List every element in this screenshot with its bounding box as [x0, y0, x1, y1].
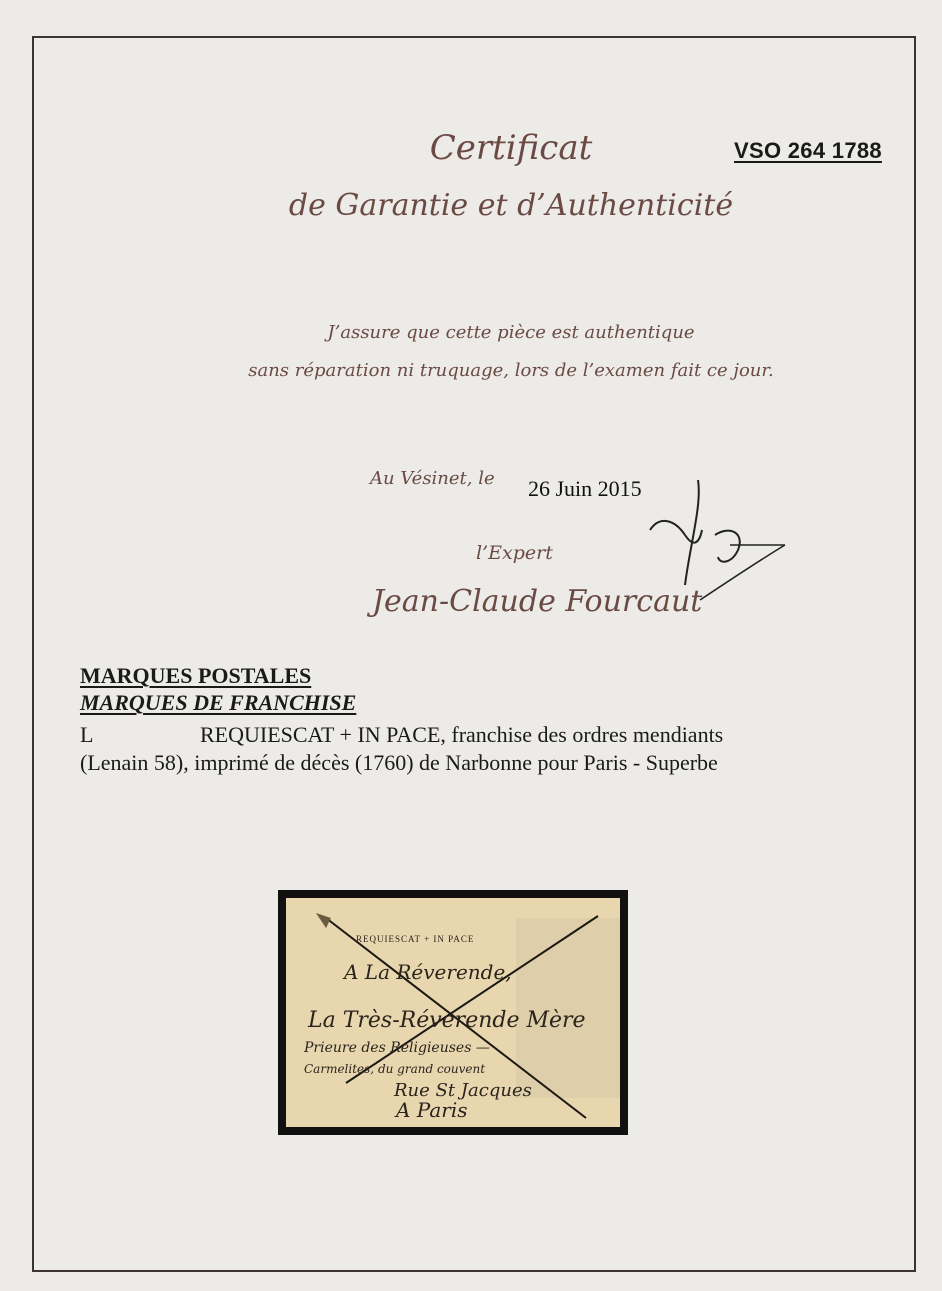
expert-label: l’Expert	[476, 542, 553, 564]
reference-number: VSO 264 1788	[734, 138, 882, 163]
description-text-1: REQUIESCAT + IN PACE, franchise des ordres mendiants	[200, 722, 724, 747]
address-line: Prieure des Religieuses —	[304, 1040, 490, 1056]
place-label: Au Vésinet, le	[370, 468, 495, 489]
address-line: A La Réverende,	[344, 960, 512, 984]
letter-image	[286, 898, 620, 1127]
address-line: La Très-Réverende Mère	[308, 1008, 586, 1033]
description-line-1	[80, 722, 840, 748]
description-line-2: (Lenain 58), imprimé de décès (1760) de Narbonne pour Paris - Superbe	[80, 750, 718, 775]
expert-name: Jean-Claude Fourcaut	[372, 584, 703, 619]
description-letter: L	[80, 722, 94, 747]
certificate-subtitle: de Garantie et d’Authenticité	[288, 188, 734, 223]
section-heading: MARQUES POSTALES	[80, 663, 312, 688]
certificate-date: 26 Juin 2015	[528, 476, 642, 501]
section-subheading: MARQUES DE FRANCHISE	[80, 690, 357, 715]
address-line: A Paris	[396, 1098, 468, 1122]
address-line: Rue St Jacques	[394, 1080, 532, 1101]
assurance-line-2: sans réparation ni truquage, lors de l’examen fait ce jour.	[248, 360, 774, 381]
certificate-title: Certificat	[429, 128, 593, 168]
franchise-stamp: REQUIESCAT + IN PACE	[356, 934, 475, 944]
address-line: Carmelites, du grand couvent	[304, 1062, 486, 1076]
assurance-line-1: J’assure que cette pièce est authentique	[327, 322, 695, 343]
letter-photo	[278, 890, 628, 1135]
